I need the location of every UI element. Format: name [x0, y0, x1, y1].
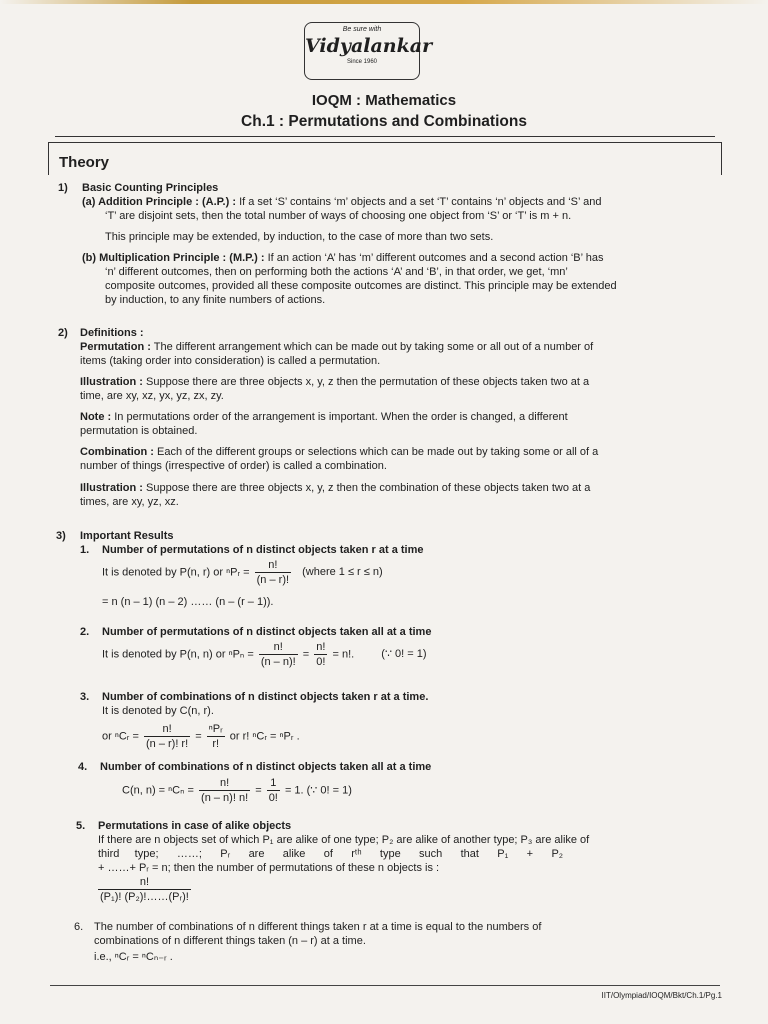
- formula-line: or ⁿCᵣ = $\frac{n!}{(n - r)! r!}$ = $\frac{\text{ⁿPᵣ}}{r!}$ or r! ⁿCᵣ = ⁿPᵣ .: [102, 723, 300, 750]
- section-title: Definitions :: [80, 327, 144, 339]
- paragraph-text: If a set ‘S’ contains ‘m’ objects and a set ‘T’ contains ‘n’ objects and ‘S’ and: [239, 196, 602, 208]
- section-title: Basic Counting Principles: [82, 182, 219, 194]
- fraction: $\frac{n!}{0!}$: [316, 641, 326, 668]
- result-title: Number of combinations of n distinct objects taken r at a time.: [102, 691, 429, 703]
- term-label: Illustration :: [80, 482, 143, 494]
- fraction: $\frac{\text{ⁿPᵣ}}{r!}$: [208, 723, 223, 750]
- formula-text: C(n, n) = ⁿCₙ =: [122, 784, 194, 797]
- formula-line: C(n, n) = ⁿCₙ = $\frac{n!}{(n - n)! n!}$ = $\frac{1}{0!}$ = 1. (∵ 0! = 1): [122, 777, 352, 804]
- term-label: (a) Addition Principle : (A.P.) :: [82, 196, 236, 208]
- section-number: 1): [58, 182, 68, 194]
- page-title: IOQM : Mathematics: [311, 92, 457, 109]
- section-title: Important Results: [80, 530, 174, 542]
- paragraph-text: times, are xy, yz, xz.: [80, 496, 179, 508]
- paragraph-text: composite outcomes, provided all these composite outcomes are distinct. This principle may be extended: [105, 280, 617, 292]
- formula-text: It is denoted by P(n, n) or ⁿPₙ =: [102, 648, 254, 661]
- fraction: $\frac{n!}{\text{(P₁)! (P₂)!……(Pᵣ)!}}$: [100, 876, 189, 903]
- formula-expansion: = n (n – 1) (n – 2) …… (n – (r – 1)).: [102, 596, 274, 608]
- section-heading: Theory: [59, 154, 110, 171]
- result-title: Number of permutations of n distinct objects taken r at a time: [102, 544, 424, 556]
- paragraph-text: This principle may be extended, by induction, to the case of more than two sets.: [105, 231, 494, 243]
- page-footer: IIT/Olympiad/IOQM/Bkt/Ch.1/Pg.1: [601, 991, 722, 1000]
- logo-since: Since 1960: [346, 59, 378, 65]
- result-number: 5.: [76, 820, 86, 832]
- fraction: $\frac{n!}{(n - r)!}$: [256, 559, 290, 586]
- result-title: Number of permutations of n distinct objects taken all at a time: [102, 626, 432, 638]
- term-label: Permutation :: [80, 341, 151, 353]
- formula-note: (∵ 0! = 1): [381, 648, 427, 661]
- chapter-title: Ch.1 : Permutations and Combinations: [241, 113, 527, 130]
- paragraph-text: third type; ……; Pᵣ are alike of rᵗʰ type such that P₁ + P₂: [98, 848, 564, 860]
- logo-tagline: Be sure with: [342, 26, 382, 33]
- formula-text: It is denoted by P(n, r) or ⁿPᵣ =: [102, 566, 250, 579]
- title-divider: [55, 136, 715, 137]
- fraction: $\frac{n!}{(n - n)!}$: [260, 641, 296, 668]
- result-number: 2.: [80, 626, 90, 638]
- paragraph-text: permutation is obtained.: [80, 425, 198, 437]
- result-number: 4.: [78, 761, 88, 773]
- paragraph-text: Suppose there are three objects x, y, z then the permutation of these objects taken two at a: [146, 376, 590, 388]
- formula-line: [96, 875, 193, 904]
- fraction: $\frac{n!}{(n - r)! r!}$: [145, 723, 189, 750]
- section-number: 2): [58, 327, 68, 339]
- result-number: 3.: [80, 691, 90, 703]
- formula-line: It is denoted by P(n, n) or ⁿPₙ = $\frac{n!}{(n - n)!}$ = $\frac{n!}{0!}$ = n!. (∵ 0! = 1): [102, 641, 427, 668]
- logo-name: Vidyalankar: [305, 35, 433, 57]
- fraction: $\frac{n!}{(n - n)! n!}$: [201, 777, 249, 804]
- paragraph-text: by induction, to any finite numbers of actions.: [105, 294, 326, 306]
- vidyalankar-logo: [304, 22, 433, 80]
- fraction: $\frac{1}{0!}$: [268, 777, 278, 804]
- paragraph-text: combinations of n different things taken (n – r) at a time.: [94, 935, 366, 947]
- result-number: 6.: [74, 921, 84, 933]
- term-label: Combination :: [80, 446, 154, 458]
- result-number: 1.: [80, 544, 90, 556]
- term-label: (b) Multiplication Principle : (M.P.) :: [82, 252, 265, 264]
- paragraph-text: ‘T’ are disjoint sets, then the total number of ways of choosing one object from ‘S’ or ‘T’ is m + n.: [105, 210, 572, 222]
- paragraph-text: + ……+ Pᵣ = n; then the number of permutations of these n objects is :: [98, 862, 440, 874]
- paragraph-text: items (taking order into consideration) is called a permutation.: [80, 355, 381, 367]
- paragraph-text: ‘n’ different outcomes, then on performing both the actions ‘A’ and ‘B’, in that order, we get, ‘mn’: [105, 266, 568, 278]
- paragraph-text: It is denoted by C(n, r).: [102, 705, 214, 717]
- paragraph-text: If there are n objects set of which P₁ are alike of one type; P₂ are alike of another type; P₃ are alike of: [98, 834, 590, 846]
- paragraph-text: number of things (irrespective of order) is called a combination.: [80, 460, 387, 472]
- paragraph-text: In permutations order of the arrangement is important. When the order is changed, a different: [114, 411, 568, 423]
- paragraph-text: Each of the different groups or selections which can be made out by taking some or all of a: [157, 446, 599, 458]
- section-number: 3): [56, 530, 66, 542]
- result-title: Number of combinations of n distinct objects taken all at a time: [100, 761, 432, 773]
- paragraph-text: time, are xy, xz, yx, yz, zx, zy.: [80, 390, 224, 402]
- paragraph-text: Suppose there are three objects x, y, z then the combination of these objects taken two at a: [146, 482, 591, 494]
- paragraph-text: The different arrangement which can be made out by taking some or all out of a number of: [153, 341, 594, 353]
- formula-text: or ⁿCᵣ =: [102, 730, 139, 743]
- paragraph-text: If an action ‘A’ has ‘m’ different outcomes and a second action ‘B’ has: [267, 252, 604, 264]
- formula-line: i.e., ⁿCᵣ = ⁿCₙ₋ᵣ .: [94, 951, 173, 963]
- formula-line: [102, 558, 383, 587]
- footer-divider: [50, 985, 720, 986]
- term-label: Note :: [80, 411, 112, 423]
- result-title: Permutations in case of alike objects: [98, 820, 292, 832]
- formula-condition: (where 1 ≤ r ≤ n): [302, 566, 383, 579]
- paragraph-text: The number of combinations of n different things taken r at a time is equal to the numbers of: [94, 921, 542, 933]
- top-edge-stripe: [0, 0, 768, 4]
- theory-section-box: [48, 142, 722, 175]
- term-label: Illustration :: [80, 376, 143, 388]
